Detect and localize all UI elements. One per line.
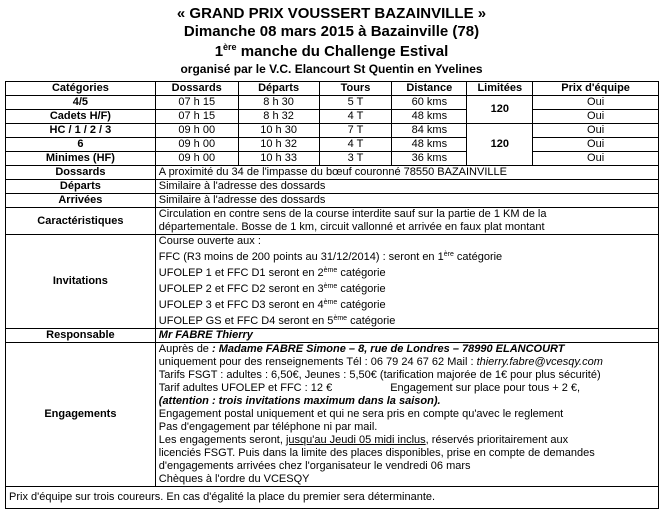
arrivees-row xyxy=(6,194,659,208)
invitations-row xyxy=(6,235,659,329)
race-info-table xyxy=(5,81,659,509)
arrivees-label: Arrivées xyxy=(6,194,156,208)
row-prix: Oui xyxy=(533,110,659,124)
row-distance: 48 kms xyxy=(392,110,467,124)
engagements-text: Auprès de : Madame FABRE Simone – 8, rue de Londres – 78990 ELANCOURT uniquement pour des renseignements Tél : 06 79 24 67 62 Mail : thierry.fabre@vcesqy.com Tarifs FSGT : adultes : 6,50€, Jeunes : 5,50€ (tarification majorée de 1€ pour plus sécurité) Tarif adultes UFOLEP et FFC : 12 € Engagement sur place pour tous + 2 €, (attention : trois invitations maximum dans la saison). Engagement postal uniquement et qui ne sera pris en compte qu'avec le reglement Pas d'engagement par téléphone ni par mail. Les engagements seront, jusqu'au Jeudi 05 midi inclus, réservés prioritairement aux licenciés FSGT. Puis dans la limite des places disponibles, prise en compte de demandes d'engagements arrivées chez l'organisateur le vendredi 06 mars Chèques à l'ordre du VCESQY xyxy=(155,343,658,487)
table-row xyxy=(6,110,659,124)
row-prix: Oui xyxy=(533,138,659,152)
table-row xyxy=(6,152,659,166)
row-tours: 4 T xyxy=(319,138,392,152)
row-prix: Oui xyxy=(533,124,659,138)
col-header-tours: Tours xyxy=(319,82,392,96)
row-category: HC / 1 / 2 / 3 xyxy=(6,124,156,138)
col-header-distance: Distance xyxy=(392,82,467,96)
caracteristiques-label: Caractéristiques xyxy=(6,208,156,235)
table-row xyxy=(6,138,659,152)
row-dossards: 07 h 15 xyxy=(155,96,238,110)
row-distance: 60 kms xyxy=(392,96,467,110)
responsable-name: Mr FABRE Thierry xyxy=(155,329,658,343)
engagements-row xyxy=(6,343,659,487)
caracteristiques-row xyxy=(6,208,659,235)
row-tours: 4 T xyxy=(319,110,392,124)
arrivees-text: Similaire à l'adresse des dossards xyxy=(155,194,658,208)
dossards-row xyxy=(6,166,659,180)
row-dossards: 09 h 00 xyxy=(155,152,238,166)
invitations-text: Course ouverte aux : FFC (R3 moins de 200 points au 31/12/2014) : seront en 1ère catégorie UFOLEP 1 et FFC D1 seront en 2ème catégorie UFOLEP 2 et FFC D2 seront en 3ème catégorie UFOLEP 3 et FFC D3 seront en 4ème catégorie UFOLEP GS et FFC D4 seront en 5ème catégorie xyxy=(155,235,658,329)
row-dossards: 09 h 00 xyxy=(155,124,238,138)
departs-label: Départs xyxy=(6,180,156,194)
footer-row xyxy=(6,487,659,509)
row-prix: Oui xyxy=(533,96,659,110)
dossards-text: A proximité du 34 de l'impasse du bœuf couronné 78550 BAZAINVILLE xyxy=(155,166,658,180)
responsable-row xyxy=(6,329,659,343)
dossards-label: Dossards xyxy=(6,166,156,180)
col-header-departs: Départs xyxy=(238,82,319,96)
col-header-dossards: Dossards xyxy=(155,82,238,96)
row-departs: 8 h 30 xyxy=(238,96,319,110)
departs-text: Similaire à l'adresse des dossards xyxy=(155,180,658,194)
row-departs: 10 h 33 xyxy=(238,152,319,166)
footer-text: Prix d'équipe sur trois coureurs. En cas d'égalité la place du premier sera déterminante. xyxy=(6,487,659,509)
row-distance: 36 kms xyxy=(392,152,467,166)
row-departs: 10 h 30 xyxy=(238,124,319,138)
row-distance: 48 kms xyxy=(392,138,467,152)
col-header-categories: Catégories xyxy=(6,82,156,96)
row-dossards: 09 h 00 xyxy=(155,138,238,152)
row-departs: 10 h 32 xyxy=(238,138,319,152)
row-departs: 8 h 32 xyxy=(238,110,319,124)
caracteristiques-text: Circulation en contre sens de la course interdite sauf sur la partie de 1 KM de la départementale. Bosse de 1 km, circuit vallonné et arrivée en faux plat montant xyxy=(155,208,658,235)
table-row xyxy=(6,96,659,110)
organizer-line: organisé par le V.C. Elancourt St Quentin en Yvelines xyxy=(180,62,483,76)
row-category: Cadets H/F) xyxy=(6,110,156,124)
row-dossards: 07 h 15 xyxy=(155,110,238,124)
row-category: 4/5 xyxy=(6,96,156,110)
departs-row xyxy=(6,180,659,194)
row-tours: 7 T xyxy=(319,124,392,138)
table-row xyxy=(6,124,659,138)
row-limitees: 120 xyxy=(467,124,533,166)
col-header-limitees: Limitées xyxy=(467,82,533,96)
invitations-label: Invitations xyxy=(6,235,156,329)
responsable-label: Responsable xyxy=(6,329,156,343)
table-header-row xyxy=(6,82,659,96)
engagements-label: Engagements xyxy=(6,343,156,487)
row-tours: 3 T xyxy=(319,152,392,166)
row-prix: Oui xyxy=(533,152,659,166)
col-header-prix: Prix d'équipe xyxy=(533,82,659,96)
row-tours: 5 T xyxy=(319,96,392,110)
title-line-1: « GRAND PRIX VOUSSERT BAZAINVILLE » xyxy=(176,5,487,22)
title-line-2: Dimanche 08 mars 2015 à Bazainville (78) xyxy=(183,23,480,40)
title-line-3: 1ère manche du Challenge Estival xyxy=(214,42,449,60)
row-category: Minimes (HF) xyxy=(6,152,156,166)
row-distance: 84 kms xyxy=(392,124,467,138)
row-category: 6 xyxy=(6,138,156,152)
row-limitees: 120 xyxy=(467,96,533,124)
